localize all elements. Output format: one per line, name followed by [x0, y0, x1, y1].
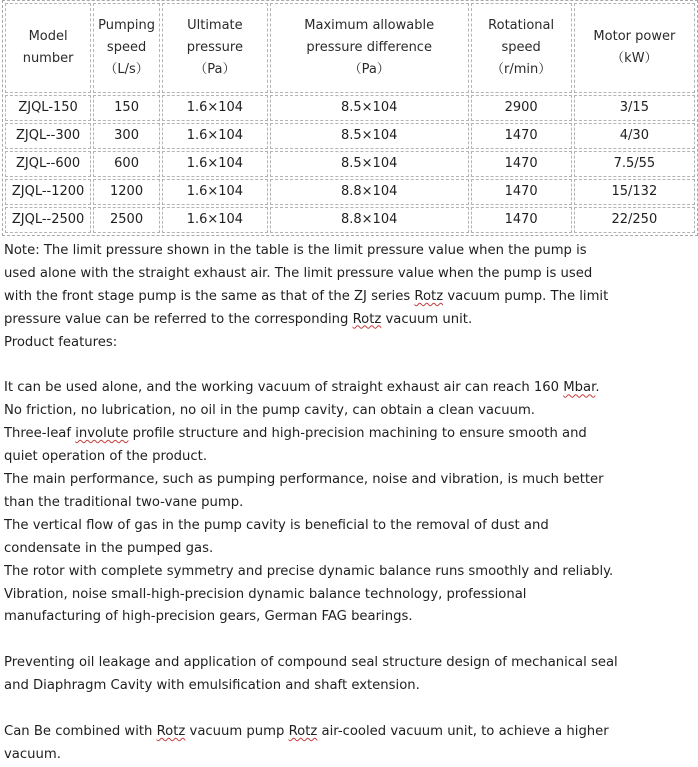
column-header	[574, 3, 695, 93]
table-row	[5, 179, 695, 205]
table-row	[5, 151, 695, 177]
spellcheck-underlined-word: involute	[75, 426, 129, 442]
column-header-line: Motor power	[593, 29, 676, 44]
blank-line	[4, 629, 694, 652]
spellcheck-underlined-word: Rotz	[352, 311, 382, 327]
spellcheck-underlined-word: Mbar	[563, 380, 596, 396]
table-cell: 22/250	[574, 207, 695, 233]
table-cell: 1.6×104	[162, 123, 268, 149]
text-line: The vertical flow of gas in the pump cavity is beneficial to the removal of dust and	[4, 517, 549, 533]
table-cell: 8.8×104	[270, 179, 469, 205]
column-header-line: Pumping	[98, 18, 155, 33]
column-header	[471, 3, 572, 93]
column-header	[270, 3, 469, 93]
text-line: than the traditional two-vane pump.	[4, 494, 244, 510]
column-header-line: （Pa）	[348, 62, 390, 77]
table-cell: 8.5×104	[270, 123, 469, 149]
table-cell: 1.6×104	[162, 151, 268, 177]
blank-line	[4, 698, 694, 721]
spellcheck-underlined-word: Rotz	[288, 723, 318, 739]
column-header-line: Rotational	[488, 18, 555, 33]
text-line: vacuum.	[4, 746, 61, 762]
table-cell: 1.6×104	[162, 179, 268, 205]
column-header-line: （Pa）	[194, 62, 236, 77]
table-row	[5, 123, 695, 149]
column-header-line: Model	[28, 29, 68, 44]
table-cell: 600	[93, 151, 160, 177]
text-line: The rotor with complete symmetry and precise dynamic balance runs smoothly and reliably.	[4, 563, 614, 579]
table-cell: 4/30	[574, 123, 695, 149]
column-header-line: speed	[501, 40, 541, 55]
column-header	[162, 3, 268, 93]
text-line: condensate in the pumped gas.	[4, 540, 214, 556]
column-header-line: （r/min）	[491, 62, 552, 77]
table-cell: 1.6×104	[162, 207, 268, 233]
table-cell: 1200	[93, 179, 160, 205]
table-cell: ZJQL--1200	[5, 179, 91, 205]
text-line: Three-leaf involute profile structure and high-precision machining to ensure smooth and	[4, 426, 587, 442]
table-cell: ZJQL--600	[5, 151, 91, 177]
spellcheck-underlined-word: Rotz	[414, 288, 444, 304]
table-cell: 8.5×104	[270, 95, 469, 121]
table-cell: 1.6×104	[162, 95, 268, 121]
table-cell: 3/15	[574, 95, 695, 121]
column-header	[5, 3, 91, 93]
table-cell: 1470	[471, 179, 572, 205]
table-cell: ZJQL--300	[5, 123, 91, 149]
text-line: with the front stage pump is the same as that of the ZJ series Rotz vacuum pump. The limit	[4, 288, 609, 304]
table-cell: 8.5×104	[270, 151, 469, 177]
table-cell: 7.5/55	[574, 151, 695, 177]
column-header-line: （L/s）	[104, 62, 149, 77]
blank-line	[4, 355, 694, 378]
text-line: used alone with the straight exhaust air. The limit pressure value when the pump is used	[4, 265, 593, 281]
text-line: Note: The limit pressure shown in the table is the limit pressure value when the pump is	[4, 243, 587, 258]
table-cell: 2500	[93, 207, 160, 233]
table-cell: 15/132	[574, 179, 695, 205]
table-row	[5, 95, 695, 121]
text-line: The main performance, such as pumping performance, noise and vibration, is much better	[4, 472, 604, 488]
column-header-line: Ultimate	[187, 18, 243, 33]
text-line: pressure value can be referred to the corresponding Rotz vacuum unit.	[4, 311, 473, 327]
column-header-line: pressure	[186, 40, 243, 55]
table-cell: 8.8×104	[270, 207, 469, 233]
column-header	[93, 3, 160, 93]
table-row	[5, 207, 695, 233]
table-cell: 150	[93, 95, 160, 121]
text-line: No friction, no lubrication, no oil in the pump cavity, can obtain a clean vacuum.	[4, 403, 535, 419]
text-line: Product features:	[4, 334, 118, 350]
column-header-line: speed	[106, 40, 147, 55]
text-line: quiet operation of the product.	[4, 449, 208, 465]
description-text	[4, 240, 694, 767]
table-cell: ZJQL-150	[5, 95, 91, 121]
column-header-line: number	[22, 51, 74, 66]
table-cell: 1470	[471, 151, 572, 177]
text-line: and Diaphragm Cavity with emulsification and shaft extension.	[4, 678, 420, 694]
text-line: It can be used alone, and the working vacuum of straight exhaust air can reach 160 Mbar.	[4, 380, 600, 396]
table-cell: 1470	[471, 207, 572, 233]
text-line: Vibration, noise small-high-precision dynamic balance technology, professional	[4, 586, 527, 602]
spellcheck-underlined-word: Rotz	[156, 723, 186, 739]
table-cell: 1470	[471, 123, 572, 149]
table-cell: 2900	[471, 95, 572, 121]
table-header-row	[5, 3, 695, 93]
column-header-line: pressure difference	[306, 40, 432, 55]
table-cell: 300	[93, 123, 160, 149]
text-line: manufacturing of high-precision gears, German FAG bearings.	[4, 609, 413, 625]
table-cell: ZJQL--2500	[5, 207, 91, 233]
column-header-line: （kW）	[611, 51, 658, 66]
text-line: Can Be combined with Rotz vacuum pump Rotz air-cooled vacuum unit, to achieve a higher	[4, 723, 609, 739]
table-body	[5, 95, 695, 233]
column-header-line: Maximum allowable	[304, 18, 435, 33]
spec-table	[2, 0, 698, 236]
text-line: Preventing oil leakage and application of compound seal structure design of mechanical seal	[4, 655, 618, 671]
